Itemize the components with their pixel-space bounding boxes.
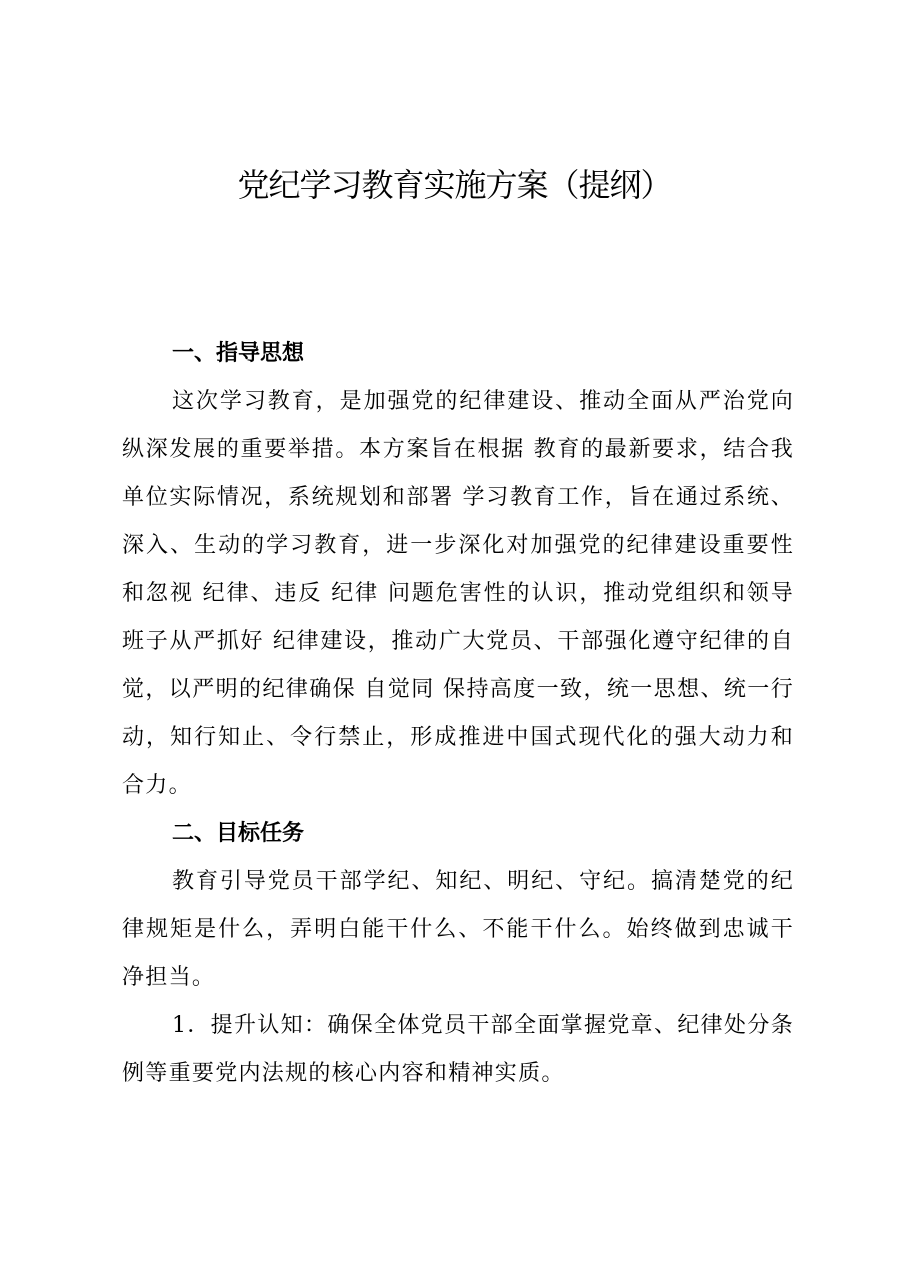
paragraph-numbered-item: 1．提升认知：确保全体党员干部全面掌握党章、纪律处分条例等重要党内法规的核心内容和精神实质。 [122, 1013, 794, 1086]
paragraph: 教育引导党员干部学纪、知纪、明纪、守纪。搞清楚党的纪律规矩是什么，弄明白能干什么、不能干什么。始终做到忠诚干净担当。 [122, 869, 794, 990]
section-heading: 一、指导思想 [172, 341, 305, 366]
section-heading: 二、目标任务 [172, 821, 305, 846]
document-body [122, 330, 794, 1098]
document-title: 党纪学习教育实施方案（提纲） [237, 166, 672, 204]
section-guiding-ideology [122, 330, 794, 810]
paragraph: 这次学习教育，是加强党的纪律建设、推动全面从严治党向纵深发展的重要举措。本方案旨在根据 教育的最新要求，结合我单位实际情况，系统规划和部署 学习教育工作，旨在通过系统、深入、生动的学习教育，进一步深化对加强党的纪律建设重要性和忽视 纪律、违反 纪律 问题危害性的认识，推动党组织和领导班子从严抓好 纪律建设，推动广大党员、干部强化遵守纪律的自觉，以严明的纪律确保 自觉同 保持高度一致，统一思想、统一行动，知行知止、令行禁止，形成推进中国式现代化的强大动力和合力。 [122, 389, 794, 798]
section-goals-tasks [122, 810, 794, 1098]
